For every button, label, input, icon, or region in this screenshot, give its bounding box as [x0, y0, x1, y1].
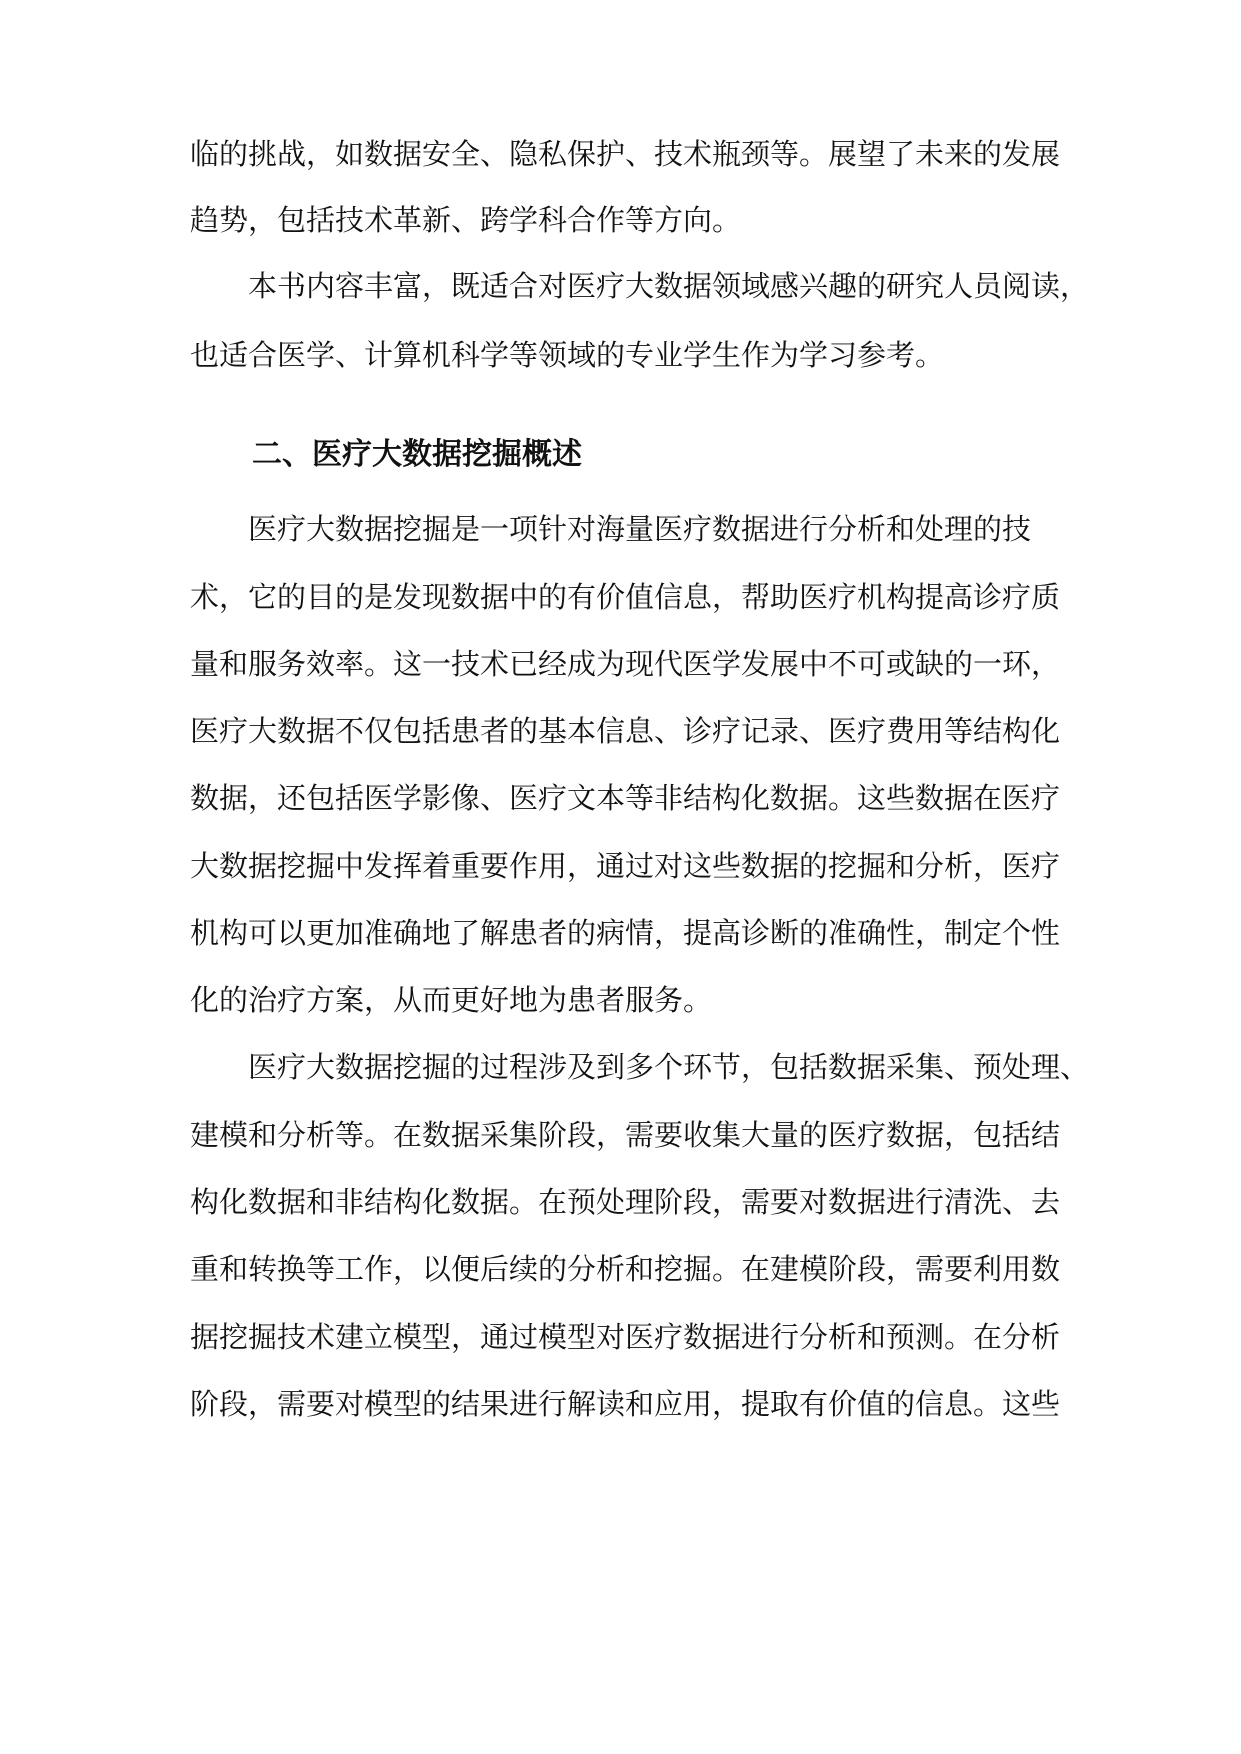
paragraph-line: 数据，还包括医学影像、医疗文本等非结构化数据。这些数据在医疗 — [190, 781, 1061, 815]
section-heading: 二、医疗大数据挖掘概述 — [252, 437, 582, 472]
paragraph-line: 大数据挖掘中发挥着重要作用，通过对这些数据的挖掘和分析，医疗 — [190, 849, 1061, 883]
paragraph-line: 本书内容丰富，既适合对医疗大数据领域感兴趣的研究人员阅读， — [248, 269, 1090, 303]
paragraph-line: 医疗大数据挖掘是一项针对海量医疗数据进行分析和处理的技 — [248, 512, 1032, 546]
paragraph-line: 量和服务效率。这一技术已经成为现代医学发展中不可或缺的一环， — [190, 647, 1061, 681]
paragraph-line: 术，它的目的是发现数据中的有价值信息，帮助医疗机构提高诊疗质 — [190, 580, 1061, 614]
paragraph-line: 据挖掘技术建立模型，通过模型对医疗数据进行分析和预测。在分析 — [190, 1320, 1061, 1354]
paragraph-line: 医疗大数据不仅包括患者的基本信息、诊疗记录、医疗费用等结构化 — [190, 714, 1061, 748]
paragraph-line: 阶段，需要对模型的结果进行解读和应用，提取有价值的信息。这些 — [190, 1387, 1061, 1421]
paragraph-line: 机构可以更加准确地了解患者的病情，提高诊断的准确性，制定个性 — [190, 916, 1061, 950]
paragraph-line: 也适合医学、计算机科学等领域的专业学生作为学习参考。 — [190, 338, 945, 372]
paragraph-line: 重和转换等工作，以便后续的分析和挖掘。在建模阶段，需要利用数 — [190, 1252, 1061, 1286]
paragraph-line: 临的挑战，如数据安全、隐私保护、技术瓶颈等。展望了未来的发展 — [190, 137, 1061, 171]
paragraph-line: 建模和分析等。在数据采集阶段，需要收集大量的医疗数据，包括结 — [190, 1118, 1061, 1152]
paragraph-line: 医疗大数据挖掘的过程涉及到多个环节，包括数据采集、预处理、 — [248, 1050, 1090, 1084]
paragraph-line: 化的治疗方案，从而更好地为患者服务。 — [190, 983, 713, 1017]
paragraph-line: 趋势，包括技术革新、跨学科合作等方向。 — [190, 203, 742, 237]
paragraph-line: 构化数据和非结构化数据。在预处理阶段，需要对数据进行清洗、去 — [190, 1185, 1061, 1219]
